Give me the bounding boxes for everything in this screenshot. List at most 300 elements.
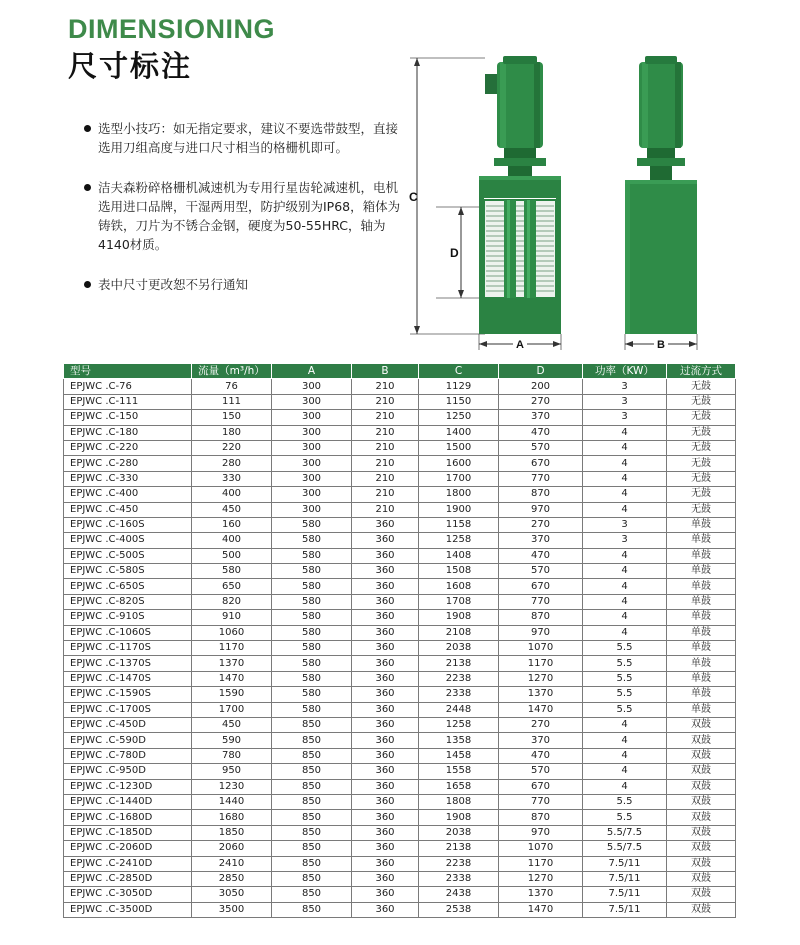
b-cell: 360 <box>352 610 419 625</box>
d-cell: 870 <box>499 487 583 502</box>
b-cell: 210 <box>352 379 419 394</box>
a-cell: 850 <box>272 902 352 917</box>
flow-cell: 330 <box>192 471 272 486</box>
label-c: C <box>409 190 418 204</box>
flow-type-cell: 单鼓 <box>667 625 736 640</box>
flow-cell: 3050 <box>192 887 272 902</box>
flow-cell: 500 <box>192 548 272 563</box>
a-cell: 580 <box>272 533 352 548</box>
b-cell: 360 <box>352 794 419 809</box>
flow-cell: 820 <box>192 594 272 609</box>
flow-type-cell: 双鼓 <box>667 764 736 779</box>
a-cell: 300 <box>272 394 352 409</box>
flow-cell: 910 <box>192 610 272 625</box>
model-cell: EPJWC .C-1370S <box>64 656 192 671</box>
c-cell: 2538 <box>419 902 499 917</box>
power-cell: 3 <box>583 533 667 548</box>
flow-type-cell: 单鼓 <box>667 533 736 548</box>
d-cell: 470 <box>499 748 583 763</box>
table-row <box>64 748 736 763</box>
model-cell: EPJWC .C-2410D <box>64 856 192 871</box>
d-cell: 570 <box>499 440 583 455</box>
d-cell: 870 <box>499 810 583 825</box>
c-cell: 1400 <box>419 425 499 440</box>
title-en: DIMENSIONING <box>68 14 276 44</box>
a-cell: 850 <box>272 717 352 732</box>
d-cell: 1270 <box>499 871 583 886</box>
b-cell: 360 <box>352 841 419 856</box>
b-cell: 360 <box>352 517 419 532</box>
model-cell: EPJWC .C-1230D <box>64 779 192 794</box>
flow-type-cell: 无鼓 <box>667 379 736 394</box>
c-cell: 1408 <box>419 548 499 563</box>
flow-cell: 280 <box>192 456 272 471</box>
a-cell: 850 <box>272 810 352 825</box>
c-cell: 2108 <box>419 625 499 640</box>
a-cell: 850 <box>272 856 352 871</box>
note-tip: 选型小技巧：如无指定要求，建议不要选带鼓型，直接选用刀组高度与进口尺寸相当的格栅机即可。 <box>84 119 404 157</box>
c-cell: 1600 <box>419 456 499 471</box>
table-row <box>64 440 736 455</box>
c-cell: 1458 <box>419 748 499 763</box>
flow-type-cell: 单鼓 <box>667 564 736 579</box>
table-row <box>64 456 736 471</box>
table-row <box>64 871 736 886</box>
model-cell: EPJWC .C-1850D <box>64 825 192 840</box>
model-cell: EPJWC .C-330 <box>64 471 192 486</box>
flow-cell: 1700 <box>192 702 272 717</box>
table-row <box>64 764 736 779</box>
flow-type-cell: 无鼓 <box>667 456 736 471</box>
c-cell: 1129 <box>419 379 499 394</box>
header-flow: 流量（m³/h） <box>192 364 272 379</box>
d-cell: 1270 <box>499 671 583 686</box>
power-cell: 7.5/11 <box>583 856 667 871</box>
d-cell: 970 <box>499 502 583 517</box>
flow-cell: 76 <box>192 379 272 394</box>
power-cell: 4 <box>583 764 667 779</box>
flow-cell: 2850 <box>192 871 272 886</box>
power-cell: 5.5 <box>583 656 667 671</box>
b-cell: 210 <box>352 487 419 502</box>
header-b: B <box>352 364 419 379</box>
a-cell: 580 <box>272 594 352 609</box>
d-cell: 1070 <box>499 841 583 856</box>
selection-notes <box>84 119 404 315</box>
power-cell: 3 <box>583 410 667 425</box>
c-cell: 1700 <box>419 471 499 486</box>
flow-cell: 1590 <box>192 687 272 702</box>
model-cell: EPJWC .C-76 <box>64 379 192 394</box>
table-row <box>64 810 736 825</box>
flow-cell: 590 <box>192 733 272 748</box>
note-specs: 洁夫森粉碎格栅机减速机为专用行星齿轮减速机，电机选用进口品牌，干湿两用型，防护级别为IP68，箱体为铸铁，刀片为不锈合金钢，硬度为50-55HRC，轴为4140材质。 <box>84 178 404 254</box>
flow-cell: 111 <box>192 394 272 409</box>
table-row <box>64 779 736 794</box>
b-cell: 360 <box>352 779 419 794</box>
flow-type-cell: 无鼓 <box>667 502 736 517</box>
b-cell: 360 <box>352 671 419 686</box>
power-cell: 4 <box>583 456 667 471</box>
power-cell: 4 <box>583 471 667 486</box>
a-cell: 300 <box>272 456 352 471</box>
c-cell: 1658 <box>419 779 499 794</box>
c-cell: 1358 <box>419 733 499 748</box>
model-cell: EPJWC .C-500S <box>64 548 192 563</box>
a-cell: 580 <box>272 702 352 717</box>
d-cell: 200 <box>499 379 583 394</box>
d-cell: 370 <box>499 410 583 425</box>
model-cell: EPJWC .C-590D <box>64 733 192 748</box>
flow-type-cell: 单鼓 <box>667 671 736 686</box>
b-cell: 210 <box>352 425 419 440</box>
header-power: 功率（KW） <box>583 364 667 379</box>
c-cell: 1908 <box>419 610 499 625</box>
table-row <box>64 902 736 917</box>
table-row <box>64 856 736 871</box>
flow-type-cell: 双鼓 <box>667 779 736 794</box>
flow-type-cell: 双鼓 <box>667 717 736 732</box>
flow-cell: 1680 <box>192 810 272 825</box>
power-cell: 5.5 <box>583 794 667 809</box>
flow-cell: 1850 <box>192 825 272 840</box>
d-cell: 1470 <box>499 702 583 717</box>
header-c: C <box>419 364 499 379</box>
c-cell: 2138 <box>419 656 499 671</box>
front-view <box>409 56 561 351</box>
b-cell: 210 <box>352 394 419 409</box>
b-cell: 360 <box>352 656 419 671</box>
table-row <box>64 379 736 394</box>
power-cell: 4 <box>583 440 667 455</box>
a-cell: 580 <box>272 610 352 625</box>
power-cell: 5.5/7.5 <box>583 825 667 840</box>
c-cell: 1508 <box>419 564 499 579</box>
label-d: D <box>450 246 459 260</box>
power-cell: 4 <box>583 779 667 794</box>
table-row <box>64 487 736 502</box>
flow-type-cell: 双鼓 <box>667 733 736 748</box>
b-cell: 360 <box>352 825 419 840</box>
flow-type-cell: 无鼓 <box>667 440 736 455</box>
power-cell: 4 <box>583 717 667 732</box>
c-cell: 1258 <box>419 717 499 732</box>
table-row <box>64 825 736 840</box>
power-cell: 5.5 <box>583 702 667 717</box>
c-cell: 2038 <box>419 825 499 840</box>
c-cell: 1150 <box>419 394 499 409</box>
flow-type-cell: 无鼓 <box>667 410 736 425</box>
power-cell: 3 <box>583 517 667 532</box>
a-cell: 580 <box>272 641 352 656</box>
model-cell: EPJWC .C-1470S <box>64 671 192 686</box>
model-cell: EPJWC .C-1060S <box>64 625 192 640</box>
d-cell: 370 <box>499 733 583 748</box>
b-cell: 360 <box>352 564 419 579</box>
flow-cell: 1170 <box>192 641 272 656</box>
flow-cell: 3500 <box>192 902 272 917</box>
d-cell: 1370 <box>499 887 583 902</box>
power-cell: 7.5/11 <box>583 902 667 917</box>
b-cell: 360 <box>352 579 419 594</box>
flow-type-cell: 单鼓 <box>667 641 736 656</box>
a-cell: 850 <box>272 794 352 809</box>
model-cell: EPJWC .C-1700S <box>64 702 192 717</box>
model-cell: EPJWC .C-220 <box>64 440 192 455</box>
flow-cell: 1370 <box>192 656 272 671</box>
flow-type-cell: 单鼓 <box>667 702 736 717</box>
d-cell: 570 <box>499 564 583 579</box>
flow-cell: 160 <box>192 517 272 532</box>
flow-cell: 450 <box>192 502 272 517</box>
flow-type-cell: 双鼓 <box>667 887 736 902</box>
c-cell: 1558 <box>419 764 499 779</box>
power-cell: 4 <box>583 502 667 517</box>
d-cell: 970 <box>499 825 583 840</box>
power-cell: 5.5 <box>583 671 667 686</box>
spec-table <box>63 363 736 918</box>
flow-type-cell: 双鼓 <box>667 902 736 917</box>
d-cell: 770 <box>499 794 583 809</box>
flow-type-cell: 单鼓 <box>667 594 736 609</box>
power-cell: 5.5 <box>583 687 667 702</box>
power-cell: 5.5 <box>583 641 667 656</box>
a-cell: 580 <box>272 687 352 702</box>
c-cell: 2138 <box>419 841 499 856</box>
header-flow-type: 过流方式 <box>667 364 736 379</box>
b-cell: 210 <box>352 456 419 471</box>
a-cell: 850 <box>272 764 352 779</box>
a-cell: 580 <box>272 656 352 671</box>
a-cell: 300 <box>272 502 352 517</box>
c-cell: 2448 <box>419 702 499 717</box>
table-row <box>64 410 736 425</box>
b-cell: 210 <box>352 440 419 455</box>
flow-cell: 650 <box>192 579 272 594</box>
c-cell: 2238 <box>419 671 499 686</box>
table-row <box>64 887 736 902</box>
power-cell: 7.5/11 <box>583 887 667 902</box>
power-cell: 4 <box>583 610 667 625</box>
flow-type-cell: 双鼓 <box>667 871 736 886</box>
b-cell: 360 <box>352 764 419 779</box>
b-cell: 360 <box>352 748 419 763</box>
model-cell: EPJWC .C-450D <box>64 717 192 732</box>
model-cell: EPJWC .C-1170S <box>64 641 192 656</box>
power-cell: 3 <box>583 379 667 394</box>
flow-type-cell: 单鼓 <box>667 548 736 563</box>
table-row <box>64 702 736 717</box>
flow-cell: 2410 <box>192 856 272 871</box>
model-cell: EPJWC .C-1590S <box>64 687 192 702</box>
d-cell: 770 <box>499 594 583 609</box>
flow-cell: 950 <box>192 764 272 779</box>
header-a: A <box>272 364 352 379</box>
a-cell: 580 <box>272 517 352 532</box>
model-cell: EPJWC .C-1440D <box>64 794 192 809</box>
power-cell: 4 <box>583 594 667 609</box>
title-cn: 尺寸标注 <box>68 49 193 83</box>
flow-cell: 580 <box>192 564 272 579</box>
flow-cell: 450 <box>192 717 272 732</box>
table-row <box>64 471 736 486</box>
table-row <box>64 841 736 856</box>
a-cell: 300 <box>272 410 352 425</box>
table-row <box>64 671 736 686</box>
flow-type-cell: 单鼓 <box>667 656 736 671</box>
flow-type-cell: 单鼓 <box>667 517 736 532</box>
d-cell: 970 <box>499 625 583 640</box>
b-cell: 360 <box>352 548 419 563</box>
dimension-diagram <box>400 50 800 362</box>
a-cell: 300 <box>272 425 352 440</box>
c-cell: 1158 <box>419 517 499 532</box>
model-cell: EPJWC .C-400S <box>64 533 192 548</box>
d-cell: 1070 <box>499 641 583 656</box>
power-cell: 4 <box>583 733 667 748</box>
table-row <box>64 564 736 579</box>
a-cell: 850 <box>272 733 352 748</box>
model-cell: EPJWC .C-3500D <box>64 902 192 917</box>
b-cell: 360 <box>352 902 419 917</box>
b-cell: 360 <box>352 810 419 825</box>
header-d: D <box>499 364 583 379</box>
power-cell: 4 <box>583 564 667 579</box>
power-cell: 4 <box>583 487 667 502</box>
flow-cell: 1470 <box>192 671 272 686</box>
power-cell: 3 <box>583 394 667 409</box>
flow-type-cell: 双鼓 <box>667 856 736 871</box>
power-cell: 7.5/11 <box>583 871 667 886</box>
model-cell: EPJWC .C-3050D <box>64 887 192 902</box>
power-cell: 4 <box>583 625 667 640</box>
table-row <box>64 717 736 732</box>
d-cell: 270 <box>499 394 583 409</box>
flow-type-cell: 双鼓 <box>667 841 736 856</box>
a-cell: 580 <box>272 548 352 563</box>
model-cell: EPJWC .C-650S <box>64 579 192 594</box>
d-cell: 670 <box>499 779 583 794</box>
table-body <box>64 379 736 918</box>
model-cell: EPJWC .C-180 <box>64 425 192 440</box>
model-cell: EPJWC .C-160S <box>64 517 192 532</box>
table-row <box>64 610 736 625</box>
table-row <box>64 641 736 656</box>
b-cell: 360 <box>352 625 419 640</box>
flow-type-cell: 无鼓 <box>667 487 736 502</box>
c-cell: 1708 <box>419 594 499 609</box>
a-cell: 580 <box>272 579 352 594</box>
b-cell: 360 <box>352 687 419 702</box>
c-cell: 2038 <box>419 641 499 656</box>
b-cell: 360 <box>352 856 419 871</box>
b-cell: 360 <box>352 594 419 609</box>
flow-cell: 180 <box>192 425 272 440</box>
power-cell: 4 <box>583 579 667 594</box>
model-cell: EPJWC .C-910S <box>64 610 192 625</box>
a-cell: 850 <box>272 871 352 886</box>
table-row <box>64 656 736 671</box>
flow-type-cell: 双鼓 <box>667 825 736 840</box>
a-cell: 580 <box>272 671 352 686</box>
a-cell: 850 <box>272 887 352 902</box>
b-cell: 360 <box>352 887 419 902</box>
side-view <box>625 56 697 351</box>
b-cell: 210 <box>352 502 419 517</box>
model-cell: EPJWC .C-2850D <box>64 871 192 886</box>
c-cell: 2238 <box>419 856 499 871</box>
flow-type-cell: 无鼓 <box>667 425 736 440</box>
model-cell: EPJWC .C-450 <box>64 502 192 517</box>
flow-type-cell: 双鼓 <box>667 810 736 825</box>
a-cell: 850 <box>272 825 352 840</box>
d-cell: 570 <box>499 764 583 779</box>
c-cell: 1900 <box>419 502 499 517</box>
flow-cell: 150 <box>192 410 272 425</box>
table-row <box>64 517 736 532</box>
model-cell: EPJWC .C-111 <box>64 394 192 409</box>
table-row <box>64 687 736 702</box>
b-cell: 210 <box>352 410 419 425</box>
a-cell: 580 <box>272 564 352 579</box>
c-cell: 1808 <box>419 794 499 809</box>
model-cell: EPJWC .C-580S <box>64 564 192 579</box>
flow-cell: 400 <box>192 487 272 502</box>
table-row <box>64 579 736 594</box>
a-cell: 300 <box>272 487 352 502</box>
flow-type-cell: 双鼓 <box>667 794 736 809</box>
d-cell: 1170 <box>499 856 583 871</box>
d-cell: 370 <box>499 533 583 548</box>
b-cell: 360 <box>352 717 419 732</box>
power-cell: 4 <box>583 548 667 563</box>
a-cell: 850 <box>272 748 352 763</box>
flow-type-cell: 无鼓 <box>667 471 736 486</box>
power-cell: 5.5 <box>583 810 667 825</box>
a-cell: 300 <box>272 440 352 455</box>
c-cell: 1258 <box>419 533 499 548</box>
flow-type-cell: 无鼓 <box>667 394 736 409</box>
b-cell: 360 <box>352 733 419 748</box>
table-row <box>64 548 736 563</box>
a-cell: 850 <box>272 841 352 856</box>
header-model: 型号 <box>64 364 192 379</box>
table-row <box>64 794 736 809</box>
b-cell: 360 <box>352 702 419 717</box>
d-cell: 770 <box>499 471 583 486</box>
note-disclaimer: 表中尺寸更改恕不另行通知 <box>84 275 404 294</box>
table-row <box>64 733 736 748</box>
flow-cell: 2060 <box>192 841 272 856</box>
d-cell: 1370 <box>499 687 583 702</box>
model-cell: EPJWC .C-950D <box>64 764 192 779</box>
model-cell: EPJWC .C-820S <box>64 594 192 609</box>
model-cell: EPJWC .C-780D <box>64 748 192 763</box>
flow-cell: 1060 <box>192 625 272 640</box>
b-cell: 360 <box>352 641 419 656</box>
model-cell: EPJWC .C-150 <box>64 410 192 425</box>
flow-cell: 1440 <box>192 794 272 809</box>
c-cell: 2338 <box>419 871 499 886</box>
flow-cell: 400 <box>192 533 272 548</box>
c-cell: 2438 <box>419 887 499 902</box>
model-cell: EPJWC .C-1680D <box>64 810 192 825</box>
power-cell: 4 <box>583 748 667 763</box>
a-cell: 850 <box>272 779 352 794</box>
power-cell: 5.5/7.5 <box>583 841 667 856</box>
label-b: B <box>657 339 665 351</box>
b-cell: 360 <box>352 533 419 548</box>
